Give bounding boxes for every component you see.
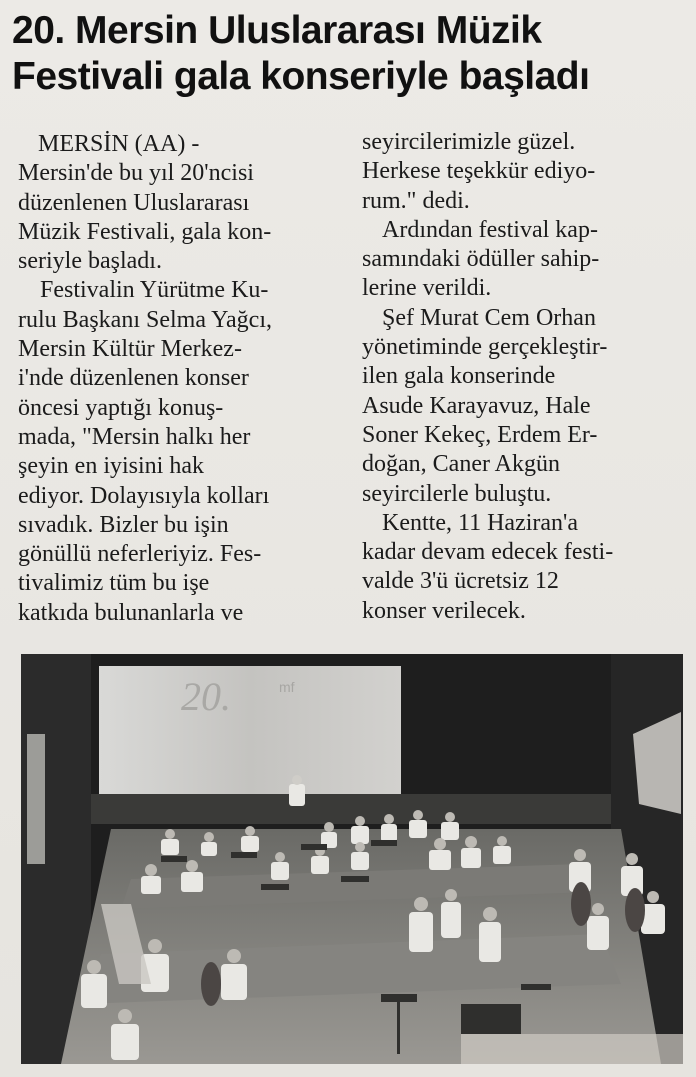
concert-photo [21, 654, 683, 1064]
article-column-left [18, 130, 336, 628]
text-line: Ardından festival kap- [382, 216, 598, 243]
text-line: yönetiminde gerçekleştir- [362, 334, 608, 361]
orchestra-stage-illustration [21, 654, 683, 1064]
text-line: Herkese teşekkür ediyo- [362, 158, 596, 185]
text-line: Kentte, 11 Haziran'a [382, 509, 579, 536]
text-line: Mersin Kültür Merkez- [18, 336, 242, 363]
text-line: mada, "Mersin halkı her [18, 423, 251, 450]
text-line: Mersin'de bu yıl 20'ncisi [18, 160, 254, 187]
headline-line-1: 20. Mersin Uluslararası Müzik [12, 9, 542, 52]
text-line: lerine verildi. [362, 275, 492, 302]
projection-screen [99, 666, 401, 794]
text-line: kadar devam edecek festi- [362, 539, 614, 566]
text-line: sıvadık. Bizler bu işin [18, 511, 229, 538]
headline [12, 8, 682, 100]
text-line: Asude Karayavuz, Hale [362, 392, 591, 419]
text-line: Festivalin Yürütme Ku- [40, 277, 269, 304]
text-line: rum." dedi. [362, 187, 470, 214]
screen-number: 20. [181, 674, 231, 719]
article-column-right [362, 128, 682, 626]
text-line: katkıda bulunanlarla ve [18, 599, 244, 626]
text-line: Soner Kekeç, Erdem Er- [362, 421, 598, 448]
text-line: seyircilerle buluştu. [362, 480, 552, 507]
text-line: rulu Başkanı Selma Yağcı, [18, 306, 272, 333]
screen-logo: mf [279, 679, 295, 695]
text-line: şeyin en iyisini hak [18, 453, 204, 480]
text-line: düzenlenen Uluslararası [18, 189, 250, 216]
text-line: Müzik Festivali, gala kon- [18, 218, 272, 245]
text-line: ilen gala konserinde [362, 363, 556, 390]
text-line: i'nde düzenlenen konser [18, 365, 249, 392]
text-line: valde 3'ü ücretsiz 12 [362, 568, 559, 595]
text-line: konser verilecek. [362, 597, 526, 624]
headline-line-2: Festivali gala konseriyle başladı [12, 55, 590, 98]
text-line: seyircilerimizle güzel. [362, 129, 576, 155]
text-line: tivalimiz tüm bu işe [18, 570, 210, 597]
text-line: Şef Murat Cem Orhan [382, 304, 596, 331]
text-line: öncesi yaptığı konuş- [18, 394, 224, 421]
text-line: doğan, Caner Akgün [362, 451, 560, 478]
text-line: samındaki ödüller sahip- [362, 246, 600, 273]
text-line: MERSİN (AA) - [38, 131, 200, 157]
text-line: gönüllü neferleriyiz. Fes- [18, 541, 262, 568]
text-line: ediyor. Dolayısıyla kolları [18, 482, 270, 509]
text-line: seriyle başladı. [18, 248, 162, 275]
